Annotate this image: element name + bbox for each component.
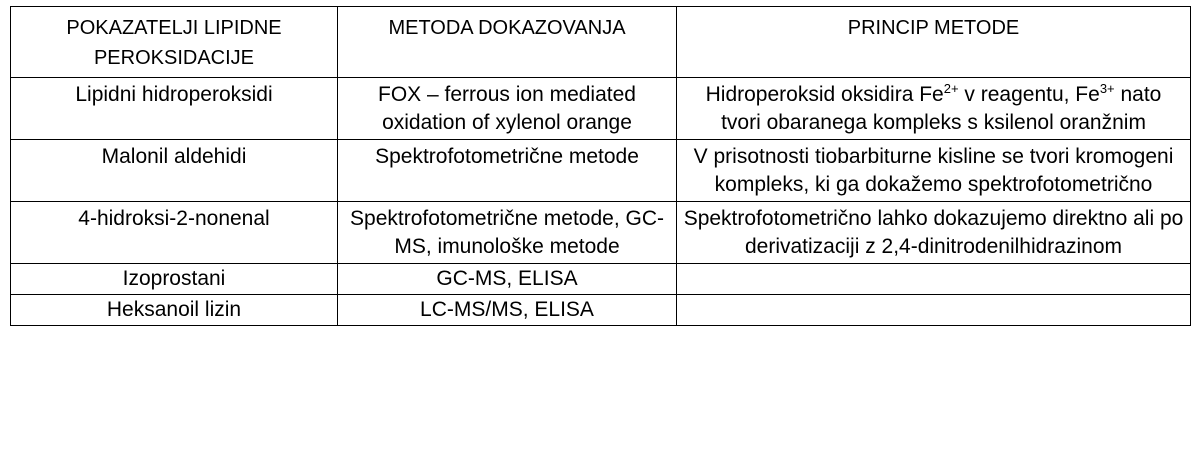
cell-indicator: 4-hidroksi-2-nonenal [11, 202, 338, 264]
cell-principle [677, 78, 1191, 140]
superscript-charge: 3+ [1099, 81, 1115, 96]
header-method: METODA DOKAZOVANJA [338, 7, 677, 78]
cell-indicator: Malonil aldehidi [11, 140, 338, 202]
superscript-charge: 2+ [943, 81, 959, 96]
header-indicators: POKAZATELJI LIPIDNE PEROKSIDACIJE [11, 7, 338, 78]
table-row [11, 264, 1191, 295]
principle-text-part: Hidroperoksid oksidira Fe [705, 83, 944, 106]
principle-text-part: nato tvori obaranega kompleks s ksilenol oranžnim [721, 83, 1162, 134]
cell-method: GC-MS, ELISA [338, 264, 677, 295]
cell-method: Spektrofotometrične metode, GC-MS, imunološke metode [338, 202, 677, 264]
table-row [11, 295, 1191, 326]
cell-indicator: Heksanoil lizin [11, 295, 338, 326]
table-row [11, 140, 1191, 202]
principle-text-part: v reagentu, Fe [958, 83, 1100, 106]
table-header-row [11, 7, 1191, 78]
cell-method: FOX – ferrous ion mediated oxidation of xylenol orange [338, 78, 677, 140]
cell-principle: V prisotnosti tiobarbiturne kisline se tvori kromogeni kompleks, ki ga dokažemo spektrofotometrično [677, 140, 1191, 202]
table-row [11, 202, 1191, 264]
cell-principle [677, 295, 1191, 326]
table-row [11, 78, 1191, 140]
cell-method: Spektrofotometrične metode [338, 140, 677, 202]
cell-principle: Spektrofotometrično lahko dokazujemo direktno ali po derivatizaciji z 2,4-dinitrodenilhidrazinom [677, 202, 1191, 264]
lipid-peroxidation-table [10, 6, 1191, 326]
cell-indicator: Izoprostani [11, 264, 338, 295]
cell-principle [677, 264, 1191, 295]
lipid-peroxidation-table-container [10, 6, 1190, 326]
header-principle: PRINCIP METODE [677, 7, 1191, 78]
cell-indicator: Lipidni hidroperoksidi [11, 78, 338, 140]
cell-method: LC-MS/MS, ELISA [338, 295, 677, 326]
